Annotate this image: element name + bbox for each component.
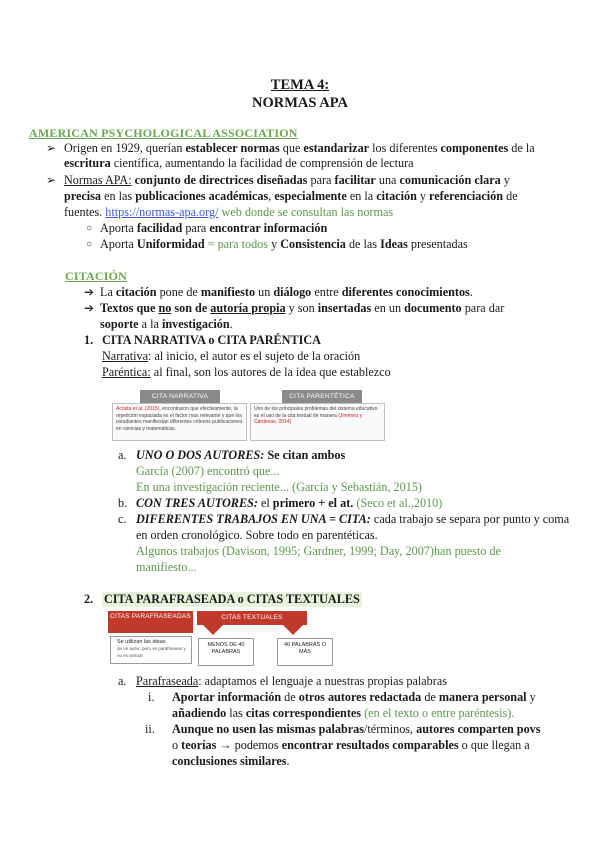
example-garcia-2007: García (2007) encontró que... <box>136 464 280 478</box>
bullet-normas-line-1: Normas APA: conjunto de directrices diseñadas para facilitar una comunicación clara y <box>64 173 510 187</box>
normas-apa-link[interactable]: https://normas-apa.org/ <box>105 205 219 219</box>
arrow-bullet-citacion: La citación pone de manifiesto un diálogo entre diferentes conocimientos. <box>100 285 473 299</box>
arrow-bullet-textos-line-2: soporte a la investigación. <box>100 317 233 331</box>
title-line-1: TEMA 4: <box>270 77 330 93</box>
bullet-origin-line-2: escritura científica, aumentando la facilidad de comprensión de lectura <box>64 156 414 170</box>
circle-bullet-icon: ○ <box>86 223 93 234</box>
right-arrow-bullet-icon: ➔ <box>84 285 95 299</box>
figure-box-cita-parentetica: Uno de los principales problemas del sistema educativo es el uso de la cita textual de manera (Jiménez y Cárdenas, 2014) <box>250 403 385 441</box>
item-heading-cita-narrativa: CITA NARRATIVA o CITA PARÉNTICA <box>102 333 321 347</box>
figure-box-parafraseadas: Se utilizan las ideas de un autor, pero se parafrasean y no es textual <box>110 636 192 664</box>
item-number-1: 1. <box>84 333 94 347</box>
item-i-line-1: Aportar información de otros autores redactada de manera personal y <box>172 690 536 704</box>
figure-tab-citas-parafraseadas: CITAS PARAFRASEADAS <box>108 611 193 633</box>
bullet-origin-line-1: Origen en 1929, querían establecer normas que estandarizar los diferentes componentes de la <box>64 141 535 155</box>
example-algunos-trabajos-line-2: manifiesto... <box>136 560 197 574</box>
item-diferentes-trabajos-line-1: DIFERENTES TRABAJOS EN UNA = CITA: cada trabajo se separa por punto y coma <box>136 512 570 526</box>
item-diferentes-trabajos-line-2: en orden cronológico. Sobre todo en parentéticas. <box>136 528 378 542</box>
item-tres-autores: CON TRES AUTORES: el primero + el at. (Seco et al.,2010) <box>136 496 443 510</box>
item-uno-dos-autores: UNO O DOS AUTORES: Se citan ambos <box>136 448 346 462</box>
figure-tab-citas-textuales: CITAS TEXTUALES <box>197 611 307 625</box>
item-ii-line-3: conclusiones similares. <box>172 754 290 768</box>
arrow-bullet-textos-line-1: Textos que no son de autoría propia y son insertadas en un documento para dar <box>100 301 505 315</box>
arrowhead-bullet-icon: ➢ <box>46 173 57 187</box>
roman-numeral-ii: ii. <box>145 722 155 736</box>
list-letter-a: a. <box>118 448 127 462</box>
roman-numeral-i: i. <box>148 690 155 704</box>
down-arrow-icon <box>203 625 223 635</box>
example-garcia-sebastian: En una investigación reciente... (García y Sebastián, 2015) <box>136 480 422 494</box>
figure-box-cita-narrativa: Acosta et al. (2015), encontraron que efectivamente, la repetición espaciada es el factor mas relevante y que los estudiantes manifiestan diferentes criterios publicaciones en ciencias y matemáticas. <box>112 403 247 441</box>
arrowhead-bullet-icon: ➢ <box>46 141 57 155</box>
item-heading-cita-parafraseada: CITA PARAFRASEADA o CITAS TEXTUALES <box>104 592 360 606</box>
list-letter-c: c. <box>118 512 127 526</box>
figure-tab-cita-narrativa: CITA NARRATIVA <box>140 390 220 403</box>
bullet-normas-line-2: precisa en las publicaciones académicas, especialmente en la citación y referenciación de <box>64 189 518 203</box>
title-line-2: NORMAS APA <box>252 95 348 111</box>
example-algunos-trabajos-line-1: Algunos trabajos (Davison, 1995; Gardner, 1999; Day, 2007)han puesto de <box>136 544 501 558</box>
figure-box-40-palabras-o-mas: 40 PALABRAS O MÁS <box>277 638 333 666</box>
item-ii-line-2: o teorías → podemos encontrar resultados comparables o que llegan a <box>172 738 530 752</box>
list-letter-b: b. <box>118 496 128 510</box>
parentica-definition: Paréntica: al final, son los autores de la idea que establezco <box>102 365 391 379</box>
circle-bullet-icon: ○ <box>86 239 93 250</box>
figure-tab-cita-parentetica: CITA PARENTÉTICA <box>282 390 362 403</box>
item-parafraseada-definition: Parafraseada: adaptamos el lenguaje a nuestras propias palabras <box>136 674 447 688</box>
right-arrow-bullet-icon: ➔ <box>84 301 95 315</box>
down-arrow-icon <box>283 625 303 635</box>
section-heading-apa: AMERICAN PSYCHOLOGICAL ASSOCIATION <box>29 126 298 140</box>
bullet-normas-line-3: fuentes. https://normas-apa.org/ web donde se consultan las normas <box>64 205 394 219</box>
figure-box-menos-40-palabras: MENOS DE 40 PALABRAS <box>198 638 254 666</box>
section-heading-citacion: CITACIÓN <box>65 269 128 283</box>
item-ii-line-1: Aunque no usen las mismas palabras/términos, autores comparten povs <box>172 722 541 736</box>
item-i-line-2: añadiendo las citas correspondientes (en el texto o entre paréntesis). <box>172 706 515 720</box>
list-letter-a-parafraseada: a. <box>118 674 127 688</box>
item-number-2: 2. <box>84 592 94 606</box>
sub-bullet-uniformidad: Aporta Uniformidad = para todos y Consistencia de las Ideas presentadas <box>100 237 468 251</box>
sub-bullet-facilidad: Aporta facilidad para encontrar información <box>100 221 328 235</box>
narrativa-definition: Narrativa: al inicio, el autor es el sujeto de la oración <box>102 349 361 363</box>
